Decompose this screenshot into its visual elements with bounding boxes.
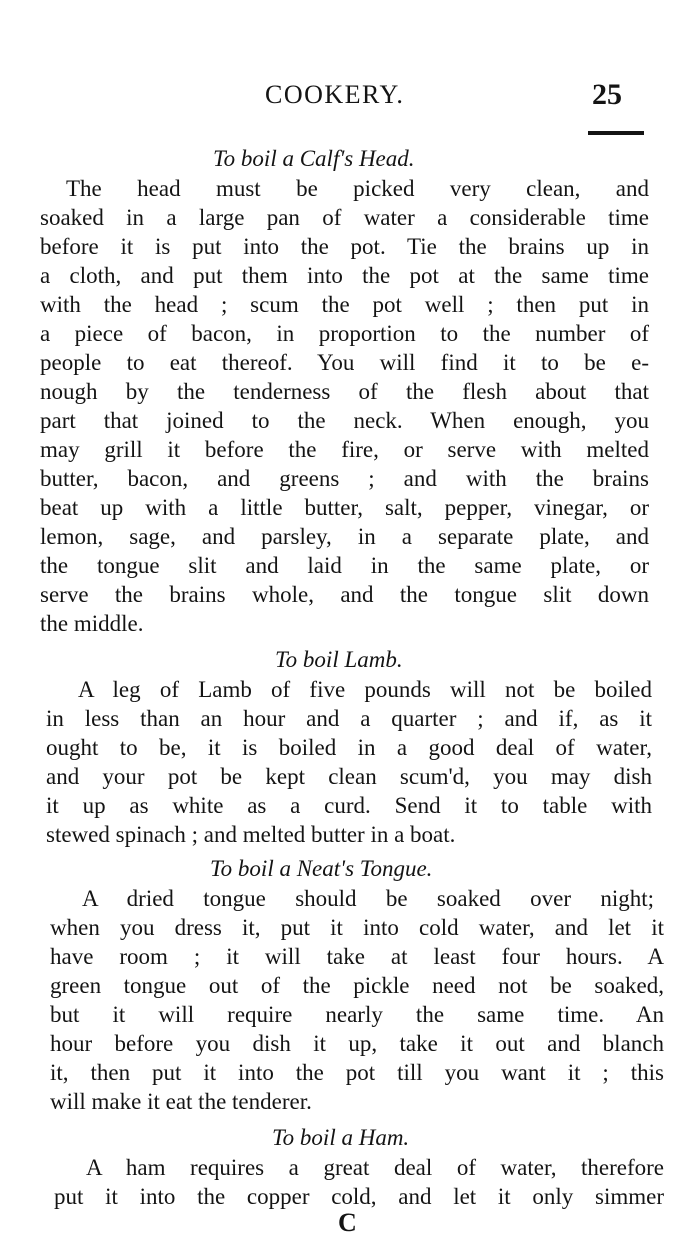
text-line: may grill it before the fire, or serve with melted: [40, 437, 649, 462]
text-line: beat up with a little butter, salt, pepper, vinegar, or: [40, 495, 649, 520]
text-line: put it into the copper cold, and let it only simmer: [54, 1184, 664, 1209]
text-line: soaked in a large pan of water a considerable time: [40, 205, 649, 230]
text-line: the middle.: [40, 611, 144, 636]
running-head-title: COOKERY.: [265, 80, 405, 109]
text-line: The head must be picked very clean, and: [66, 176, 649, 201]
text-line: will make it eat the tenderer.: [50, 1089, 312, 1114]
text-line: people to eat thereof. You will find it to be e-: [40, 350, 649, 375]
recipe-title-ham: To boil a Ham.: [272, 1125, 410, 1150]
text-line: A dried tongue should be soaked over night;: [82, 886, 654, 911]
text-line: a piece of bacon, in proportion to the number of: [40, 321, 649, 346]
header-rule: [588, 131, 644, 135]
text-line: stewed spinach ; and melted butter in a boat.: [46, 822, 456, 847]
text-line: lemon, sage, and parsley, in a separate plate, and: [40, 524, 649, 549]
text-line: and your pot be kept clean scum'd, you may dish: [46, 764, 652, 789]
text-line: it, then put it into the pot till you want it ; this: [50, 1060, 664, 1085]
text-line: in less than an hour and a quarter ; and if, as it: [46, 706, 652, 731]
text-line: when you dress it, put it into cold water, and let it: [50, 915, 664, 940]
text-line: serve the brains whole, and the tongue slit down: [40, 582, 649, 607]
text-line: before it is put into the pot. Tie the brains up in: [40, 234, 649, 259]
text-line: it up as white as a curd. Send it to table with: [46, 793, 652, 818]
text-line: the tongue slit and laid in the same plate, or: [40, 553, 649, 578]
text-line: green tongue out of the pickle need not be soaked,: [50, 973, 664, 998]
recipe-title-lamb: To boil Lamb.: [275, 647, 403, 672]
text-line: with the head ; scum the pot well ; then put in: [40, 292, 649, 317]
text-line: have room ; it will take at least four hours. A: [50, 944, 664, 969]
catchword: C: [338, 1208, 357, 1237]
text-line: a cloth, and put them into the pot at the same time: [40, 263, 649, 288]
text-line: but it will require nearly the same time. An: [50, 1002, 664, 1027]
recipe-title-calfs-head: To boil a Calf's Head.: [213, 146, 415, 171]
recipe-title-neats-tongue: To boil a Neat's Tongue.: [210, 856, 433, 881]
text-line: nough by the tenderness of the flesh about that: [40, 379, 649, 404]
text-line: A leg of Lamb of five pounds will not be boiled: [78, 677, 652, 702]
text-line: ought to be, it is boiled in a good deal of water,: [46, 735, 652, 760]
running-head: [0, 80, 700, 120]
text-line: A ham requires a great deal of water, therefore: [86, 1155, 664, 1180]
text-line: butter, bacon, and greens ; and with the brains: [40, 466, 649, 491]
text-line: part that joined to the neck. When enough, you: [40, 408, 649, 433]
text-line: hour before you dish it up, take it out and blanch: [50, 1031, 664, 1056]
page-number: 25: [592, 78, 622, 111]
